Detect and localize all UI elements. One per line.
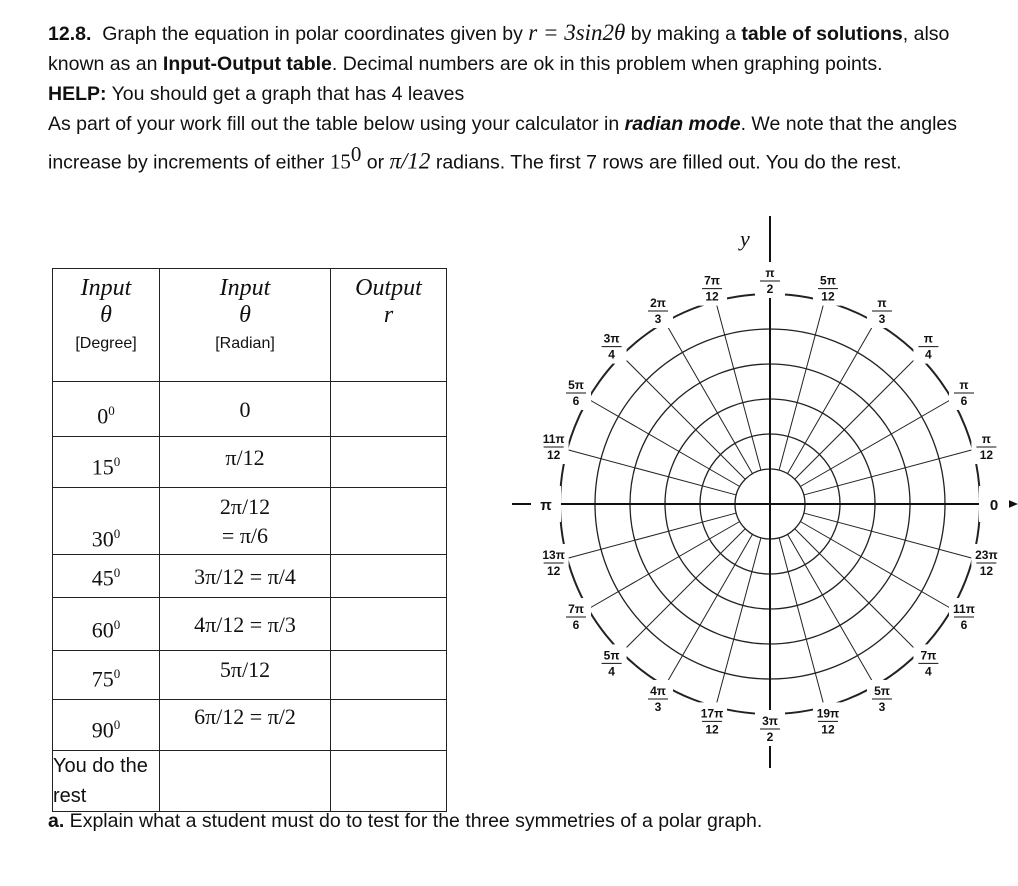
angle-label [755, 262, 785, 298]
table-row [53, 598, 447, 651]
cell-degree: $0^0$ [53, 382, 160, 437]
angle-label [697, 702, 727, 738]
header-output: Output r [331, 269, 447, 382]
table-row [53, 751, 447, 812]
cell-degree: $75^0$ [53, 651, 160, 700]
cell-output[interactable] [331, 488, 447, 555]
polar-axes [512, 216, 1018, 768]
angle-label [971, 428, 1001, 464]
angle-label-denominator: 3 [654, 312, 662, 327]
angle-label [643, 292, 673, 328]
question-a: a. Explain what a student must do to test for the three symmetries of a polar graph. [48, 810, 763, 832]
angle-label [755, 710, 785, 746]
angle-label-denominator: 6 [572, 618, 580, 632]
grid-spoke [804, 513, 973, 558]
angle-label-numerator: 7π [568, 602, 584, 616]
angle-label-numerator: 7π [704, 273, 720, 288]
angle-label-numerator: 17π [700, 706, 724, 721]
grid-spoke [567, 450, 736, 495]
angle-label [531, 486, 561, 522]
table-row [53, 382, 447, 437]
angle-label-numerator: 4π [650, 683, 666, 698]
angle-label-denominator: 6 [960, 394, 968, 408]
cell-radian: 3π/12 = π/4 [160, 555, 331, 598]
rest-label: You do the rest [53, 751, 160, 812]
angle-label-numerator: π [765, 266, 775, 280]
cell-output[interactable] [331, 598, 447, 651]
angle-label-denominator: 3 [654, 699, 662, 714]
grid-spoke [779, 538, 824, 707]
angle-label [561, 374, 591, 410]
angle-label-denominator: 12 [705, 289, 719, 304]
angle-label-numerator: 5π [603, 648, 620, 663]
angle-label-denominator: 4 [925, 664, 932, 679]
angle-label-denominator: 4 [608, 664, 615, 679]
angle-label [971, 544, 1001, 580]
angle-label-numerator: π [981, 432, 991, 447]
cell-radian: 0 [160, 382, 331, 437]
cell-radian: 2π/12 = π/6 [160, 488, 331, 555]
cell-output[interactable] [331, 382, 447, 437]
angle-label [913, 644, 943, 680]
angle-label-numerator: 5π [820, 273, 836, 288]
angle-label-denominator: 12 [821, 722, 835, 737]
help-line: HELP: You should get a graph that has 4 leaves [48, 83, 465, 105]
angle-label [867, 292, 897, 328]
angle-label [867, 680, 897, 716]
angle-label-numerator: π [877, 296, 887, 311]
angle-label-numerator: 7π [920, 648, 937, 663]
table-header-row [53, 269, 447, 382]
table-row [53, 555, 447, 598]
angle-label-denominator: 12 [705, 722, 719, 737]
angle-label [697, 270, 727, 306]
angle-label [949, 598, 979, 634]
grid-spoke [622, 356, 746, 480]
table-row [53, 437, 447, 488]
angle-label-numerator: 11π [542, 432, 565, 447]
header-radian: Input θ [Radian] [160, 269, 331, 382]
angle-label-denominator: 4 [925, 347, 932, 362]
grid-spoke [779, 301, 824, 470]
angle-label-denominator: 4 [608, 347, 615, 362]
radian-mode: radian mode [624, 113, 741, 135]
cell-degree: $30^0$ [53, 488, 160, 555]
cell-degree: $15^0$ [53, 437, 160, 488]
angle-label [913, 328, 943, 364]
angle-label-numerator: 3π [762, 714, 778, 728]
grid-spoke [622, 529, 746, 653]
cell-output[interactable] [331, 751, 447, 812]
angle-label-numerator: 19π [816, 706, 840, 721]
angle-label-denominator: 6 [572, 394, 580, 408]
angle-label [643, 680, 673, 716]
angle-label-denominator: 3 [878, 312, 886, 327]
angle-label-text: 0 [989, 497, 999, 514]
grid-spoke [795, 529, 919, 653]
angle-label-denominator: 2 [766, 282, 774, 296]
angle-label-numerator: 13π [542, 547, 565, 562]
angle-label-numerator: π [923, 331, 933, 346]
cell-degree: $90^0$ [53, 700, 160, 751]
cell-output[interactable] [331, 555, 447, 598]
cell-radian[interactable] [160, 751, 331, 812]
angle-label [539, 544, 569, 580]
angle-label [979, 486, 1009, 522]
problem-number: 12.8. [48, 23, 92, 45]
cell-output[interactable] [331, 700, 447, 751]
y-axis-label: y [740, 226, 750, 251]
angle-label-denominator: 6 [960, 618, 968, 632]
equation: r = 3sin2θ [528, 20, 626, 45]
table-row [53, 700, 447, 751]
angle-label-numerator: π [959, 378, 969, 392]
angle-label-numerator: 11π [953, 602, 975, 616]
cell-degree: $45^0$ [53, 555, 160, 598]
angle-label-denominator: 12 [546, 563, 561, 578]
angle-label [813, 270, 843, 306]
angle-label [561, 598, 591, 634]
input-output-table [52, 268, 447, 812]
angle-label [949, 374, 979, 410]
table-row [53, 488, 447, 555]
angle-label-denominator: 12 [979, 563, 994, 578]
cell-radian: 5π/12 [160, 651, 331, 700]
angle-label [813, 702, 843, 738]
angle-label-numerator: 5π [568, 378, 584, 392]
cell-degree: $60^0$ [53, 598, 160, 651]
grid-spoke [716, 301, 761, 470]
angle-label [597, 328, 627, 364]
cell-radian: 4π/12 = π/3 [160, 598, 331, 651]
grid-spoke [716, 538, 761, 707]
grid-spoke [567, 513, 736, 558]
angle-label [597, 644, 627, 680]
angle-label-denominator: 2 [766, 730, 774, 744]
cell-radian: 6π/12 = π/2 [160, 700, 331, 751]
problem-paragraph: 12.8. Graph the equation in polar coordinates given by r = 3sin2θ by making a table of solutions, also known as an Input-Output table. Decimal numbers are ok in this problem when graphing points. [48, 20, 950, 75]
angle-label-denominator: 12 [546, 448, 561, 463]
angle-label-text: π [540, 497, 552, 514]
grid-spoke [804, 450, 973, 495]
polar-graph-grid[interactable] [512, 216, 1018, 772]
work-instructions: As part of your work fill out the table below using your calculator in radian mode. We note that the angles increase by increments of either $15^0$ or π/12 radians. The first 7 rows are filled out. You do the rest. [48, 113, 958, 174]
angle-label [539, 428, 569, 464]
angle-label-numerator: 2π [650, 296, 666, 311]
problem-statement [48, 18, 1003, 178]
angle-label-numerator: 23π [975, 547, 998, 562]
cell-radian: π/12 [160, 437, 331, 488]
cell-output[interactable] [331, 437, 447, 488]
angle-label-denominator: 3 [878, 699, 886, 714]
header-degree: Input θ [Degree] [53, 269, 160, 382]
angle-label-numerator: 5π [874, 683, 890, 698]
angle-label-denominator: 12 [979, 448, 994, 463]
grid-spoke [795, 356, 919, 480]
cell-output[interactable] [331, 651, 447, 700]
table-row [53, 651, 447, 700]
angle-label-denominator: 12 [821, 289, 835, 304]
angle-label-numerator: 3π [603, 331, 620, 346]
